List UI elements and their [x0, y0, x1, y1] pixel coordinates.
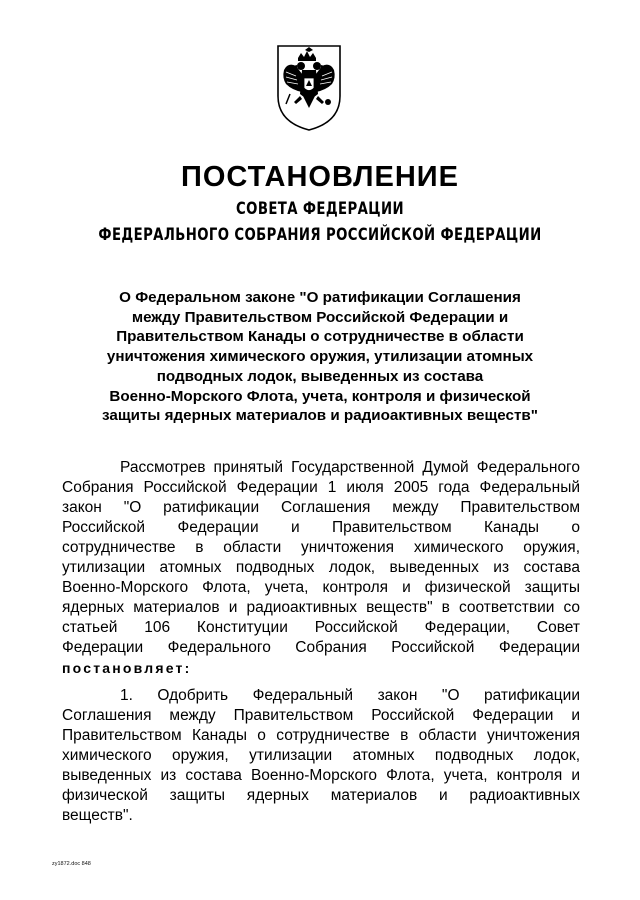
clause-line: физической защиты ядерных материалов и радиоактивных: [62, 787, 580, 804]
clause-line: веществ".: [62, 807, 133, 824]
clause-line: 1. Одобрить Федеральный закон "О ратификации: [120, 687, 580, 704]
issuer-line-1: СОВЕТА ФЕДЕРАЦИИ: [236, 199, 404, 219]
decision-word: постановляет:: [62, 660, 192, 676]
resolution-subject: [70, 288, 570, 426]
double-headed-eagle-emblem-icon: [276, 44, 342, 132]
subject-line: Правительством Канады о сотрудничестве в области: [116, 328, 524, 346]
subject-line: защиты ядерных материалов и радиоактивных веществ": [102, 407, 538, 425]
subject-line: между Правительством Российской Федерации и: [131, 308, 509, 326]
preamble-line: закон "О ратификации Соглашения между Правительством: [62, 499, 580, 516]
preamble-paragraph: [62, 458, 580, 678]
preamble-line: ядерных материалов и радиоактивных веществ" в соответствии со: [62, 599, 580, 616]
clause-line: химического оружия, утилизации атомных подводных лодок,: [62, 747, 580, 764]
issuer-line-2: ФЕДЕРАЛЬНОГО СОБРАНИЯ РОССИЙСКОЙ ФЕДЕРАЦИИ: [98, 225, 542, 245]
subject-line: уничтожения химического оружия, утилизации атомных: [106, 348, 534, 366]
document-reference: zy1872.doc 848: [52, 861, 91, 867]
clause-line: выведенных из состава Военно-Морского Флота, учета, контроля и: [62, 767, 580, 784]
clause-line: Правительством Канады о сотрудничестве в области уничтожения: [62, 727, 580, 744]
clause-line: Соглашения между Правительством Российской Федерации и: [62, 707, 580, 724]
preamble-line: Российской Федерации и Правительством Канады о: [62, 519, 580, 536]
preamble-line: Рассмотрев принятый Государственной Думой Федерального: [120, 459, 580, 476]
subject-line: Военно-Морского Флота, учета, контроля и физической: [109, 387, 531, 405]
preamble-line: утилизации атомных подводных лодок, выведенных из состава: [62, 559, 580, 576]
preamble-line: Военно-Морского Флота, учета, контроля и физической защиты: [62, 579, 580, 596]
subject-line: подводных лодок, выведенных из состава: [156, 367, 484, 385]
subject-line: О Федеральном законе "О ратификации Соглашения: [119, 289, 521, 306]
preamble-line: Федерации Федерального Собрания Российской Федерации: [62, 639, 580, 656]
preamble-line: статьей 106 Конституции Российской Федерации, Совет: [62, 619, 580, 636]
preamble-line: Собрания Российской Федерации 1 июля 2005 года Федеральный: [62, 479, 580, 496]
document-title: ПОСТАНОВЛЕНИЕ: [181, 161, 459, 193]
preamble-line: сотрудничестве в области уничтожения химического оружия,: [62, 539, 580, 556]
clause-1-paragraph: [62, 686, 580, 826]
